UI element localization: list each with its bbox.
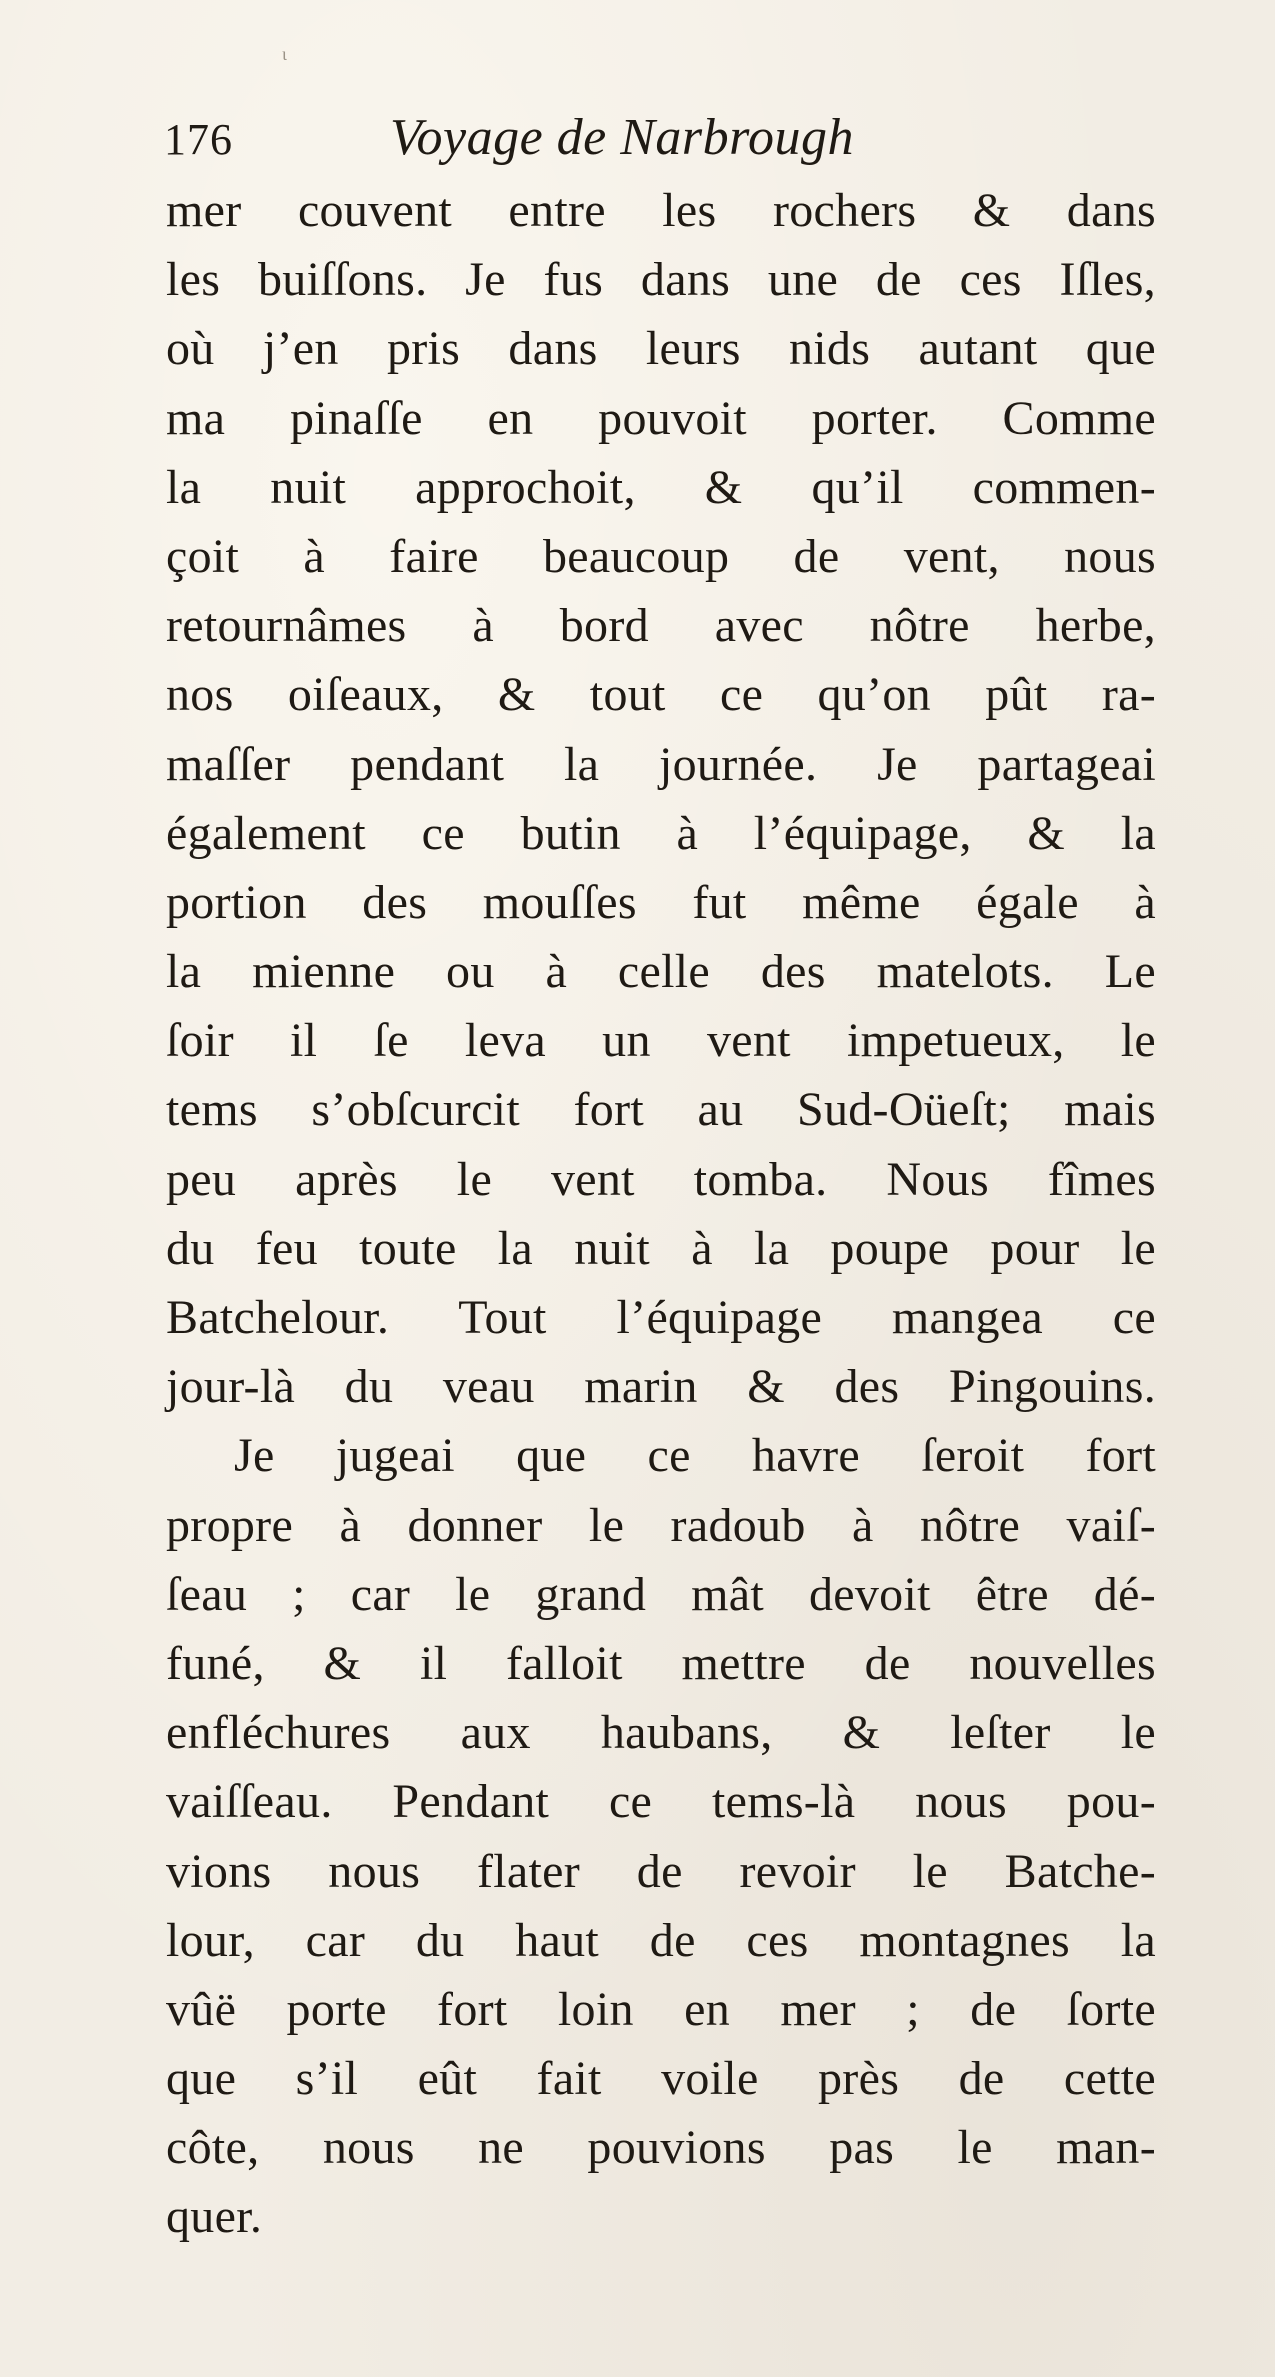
text-line: où j’en pris dans leurs nids autant que xyxy=(166,322,1156,376)
text-line: tems s’obſcurcit fort au Sud-Oüeſt; mais xyxy=(166,1083,1156,1137)
text-line: vûë porte fort loin en mer ; de ſorte xyxy=(166,1982,1156,2036)
text-line: Je jugeai que ce havre ſeroit fort xyxy=(234,1429,1156,1483)
text-line: mer couvent entre les rochers & dans xyxy=(166,184,1156,237)
text-line: portion des mouſſes fut même égale à xyxy=(166,875,1156,929)
stray-mark: ι xyxy=(282,44,287,64)
text-line: également ce butin à l’équipage, & la xyxy=(166,806,1156,860)
text-line: que s’il eût fait voile près de cette xyxy=(166,2052,1156,2106)
page-header xyxy=(164,108,1164,178)
text-line: côte, nous ne pouvions pas le man- xyxy=(166,2121,1156,2175)
text-line: enfléchures aux haubans, & leſter le xyxy=(166,1706,1156,1760)
text-line: ſeau ; car le grand mât devoit être dé- xyxy=(166,1567,1156,1621)
text-line: propre à donner le radoub à nôtre vaiſ- xyxy=(166,1498,1156,1552)
page-number: 176 xyxy=(164,115,233,164)
text-line: la mienne ou à celle des matelots. Le xyxy=(166,945,1156,999)
text-line: ma pinaſſe en pouvoit porter. Comme xyxy=(166,391,1156,445)
text-line: la nuit approchoit, & qu’il commen- xyxy=(166,460,1156,514)
text-line: peu après le vent tomba. Nous fîmes xyxy=(166,1152,1156,1206)
body-text xyxy=(166,176,1156,2252)
text-line: quer. xyxy=(166,2190,263,2244)
text-line: vions nous flater de revoir le Batche- xyxy=(166,1844,1156,1898)
text-line: Batchelour. Tout l’équipage mangea ce xyxy=(166,1291,1156,1344)
text-line: funé, & il falloit mettre de nouvelles xyxy=(166,1636,1156,1690)
text-line: les buiſſons. Je fus dans une de ces Iſles, xyxy=(166,253,1156,307)
text-line: du feu toute la nuit à la poupe pour le xyxy=(166,1221,1156,1275)
text-line: maſſer pendant la journée. Je partageai xyxy=(166,737,1156,791)
text-line: ſoir il ſe leva un vent impetueux, le xyxy=(166,1014,1156,1068)
text-line: retournâmes à bord avec nôtre herbe, xyxy=(166,599,1156,653)
text-line: çoit à faire beaucoup de vent, nous xyxy=(166,529,1156,583)
running-title: Voyage de Narbrough xyxy=(390,109,854,166)
text-line: vaiſſeau. Pendant ce tems-là nous pou- xyxy=(166,1775,1156,1829)
text-line: lour, car du haut de ces montagnes la xyxy=(166,1913,1156,1967)
text-line: jour-là du veau marin & des Pingouins. xyxy=(166,1360,1156,1414)
text-line: nos oiſeaux, & tout ce qu’on pût ra- xyxy=(166,668,1156,722)
